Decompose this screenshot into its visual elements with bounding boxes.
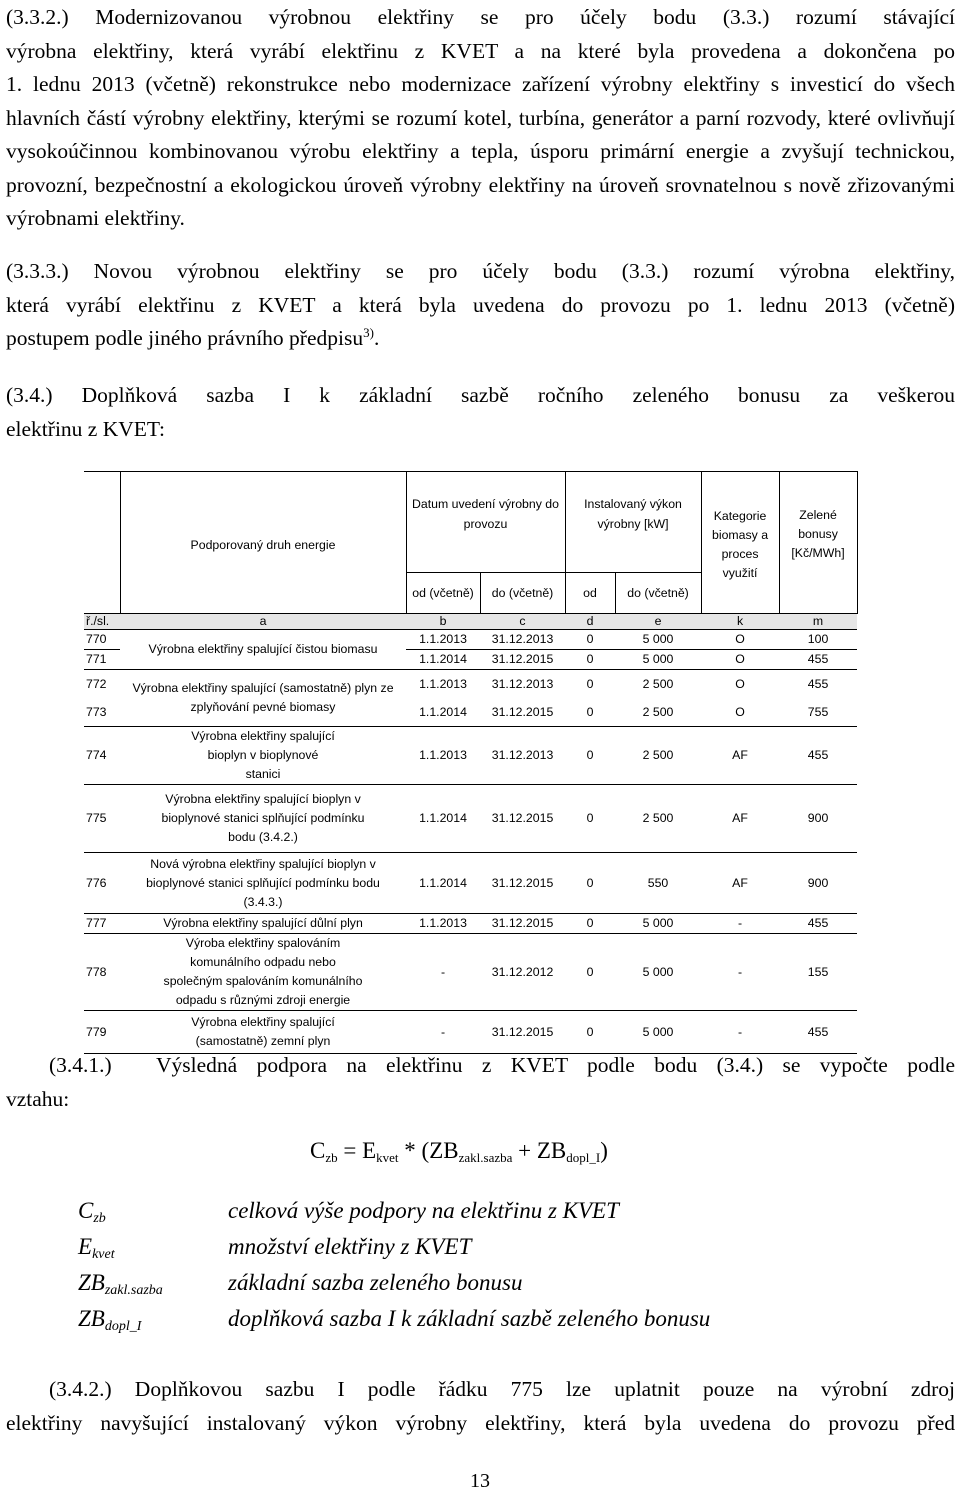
header-druh: Podporovaný druh energie	[120, 472, 406, 614]
cell-b: 1.1.2013	[406, 727, 480, 785]
legend-symbol: $ZB_{zakl.sazba}$	[78, 1270, 163, 1298]
formula-part: )	[600, 1138, 608, 1163]
index-cell: d	[565, 614, 615, 630]
legend-row	[78, 1198, 710, 1234]
paragraph-text: .	[373, 326, 380, 350]
legend-symbol: $E_{kvet}$	[78, 1234, 115, 1262]
paragraph-line: (3.3.2.) Modernizovanou výrobnou elektřiny se pro účely bodu (3.3.) rozumí stávající	[6, 5, 955, 29]
legend-text: množství elektřiny z KVET	[228, 1234, 472, 1259]
row-number: 774	[84, 727, 120, 785]
cell-d: 0	[586, 632, 594, 646]
row-number: 771	[84, 650, 120, 670]
index-cell: e	[615, 614, 701, 630]
cell-e: 2 500	[615, 698, 701, 727]
cell-e: 2 500	[615, 727, 701, 785]
row-number: 778	[84, 934, 120, 1011]
cell-d: 0	[565, 727, 615, 785]
paragraph-3-4-2	[6, 1373, 955, 1440]
cell-e: 5 000	[615, 1011, 701, 1054]
header-do2: do (včetně)	[615, 573, 701, 614]
paragraph-number: (3.4.1.)	[49, 1053, 112, 1077]
cell-d: 0	[565, 914, 615, 934]
paragraph-line: elektřiny navyšující instalovaný výkon výrobny elektřiny, která byla uvedena do provozu před	[6, 1410, 955, 1435]
formula-part: C	[310, 1138, 326, 1163]
cell-c: 31.12.2015	[480, 785, 565, 853]
cell-e: 5 000	[615, 934, 701, 1011]
paragraph-line: která vyrábí elektřinu z KVET a která byla uvedena do provozu po 1. lednu 2013 (včetně)	[6, 292, 955, 317]
table-row	[84, 727, 857, 785]
bonus-table	[84, 471, 857, 1054]
table-row	[84, 630, 857, 650]
index-cell: a	[120, 614, 406, 630]
cell-b: 1.1.2014	[406, 650, 480, 670]
row-description: Výrobna elektřiny spalující bioplyn v bioplynové stanici	[120, 727, 406, 785]
cell-k: -	[701, 914, 779, 934]
cell-d: 0	[565, 698, 615, 727]
formula-part: + ZB	[512, 1138, 567, 1163]
paragraph-line	[6, 322, 955, 356]
cell-m: 900	[779, 853, 857, 914]
table-row	[84, 670, 857, 699]
cell-b: 1.1.2013	[406, 914, 480, 934]
legend-row	[78, 1270, 710, 1306]
paragraph-3-3-2	[6, 1, 955, 236]
cell-k: AF	[701, 853, 779, 914]
cell-b: 1.1.2014	[406, 853, 480, 914]
paragraph-line	[6, 1049, 955, 1083]
cell-m: 455	[779, 727, 857, 785]
index-cell: c	[480, 614, 565, 630]
cell-c: 31.12.2015	[480, 698, 565, 727]
cell-b: 1.1.2014	[406, 785, 480, 853]
cell-d: 0	[586, 676, 594, 691]
cell-c: 31.12.2013	[491, 632, 554, 646]
formula-legend	[78, 1198, 710, 1342]
cell-c: 31.12.2013	[480, 727, 565, 785]
cell-m: 100	[807, 632, 829, 646]
legend-row	[78, 1234, 710, 1270]
cell-k: AF	[701, 785, 779, 853]
legend-text: celková výše podpory na elektřinu z KVET	[228, 1198, 619, 1223]
paragraph-text: Výsledná podpora na elektřinu z KVET podle bodu (3.4.) se vypočte podle	[156, 1053, 955, 1077]
header-kategorie: Kategorie biomasy a proces využití	[701, 472, 779, 614]
row-description: Výrobna elektřiny spalující čistou biomasu	[120, 630, 406, 670]
legend-symbol: $ZB_{dopl\_I}$	[78, 1306, 142, 1334]
cell-m: 455	[779, 1011, 857, 1054]
cell-e: 550	[615, 853, 701, 914]
legend-text: doplňková sazba I k základní sazbě zeleného bonusu	[228, 1306, 711, 1331]
paragraph-line: elektřinu z KVET:	[6, 416, 165, 441]
paragraph-line: výrobna elektřiny, která vyrábí elektřinu z KVET a na které byla provedena a dokončena po	[6, 38, 955, 63]
cell-k: -	[701, 934, 779, 1011]
row-description: Výrobna elektřiny spalující (samostatně) plyn ze zplyňování pevné biomasy	[120, 670, 406, 727]
cell-b: 1.1.2014	[406, 698, 480, 727]
header-bonusy: Zelené bonusy [Kč/MWh]	[779, 472, 857, 614]
header-od: od (včetně)	[406, 573, 480, 614]
cell-b: -	[406, 934, 480, 1011]
cell-c: 31.12.2012	[480, 934, 565, 1011]
cell-k: O	[701, 698, 779, 727]
row-description: Výroba elektřiny spalováním komunálního odpadu nebo společným spalováním komunálního odpadu s různými zdroji energie	[120, 934, 406, 1011]
paragraph-text: postupem podle jiného právního předpisu	[6, 326, 364, 350]
index-cell: m	[779, 614, 857, 630]
cell-k: O	[735, 632, 745, 646]
cell-e: 2 500	[615, 785, 701, 853]
legend-text: základní sazba zeleného bonusu	[228, 1270, 523, 1295]
cell-e: 2 500	[642, 676, 674, 691]
cell-e: 5 000	[615, 914, 701, 934]
formula-sub: zakl.sazba	[458, 1150, 513, 1165]
cell-m: 755	[779, 698, 857, 727]
row-description: Výrobna elektřiny spalující (samostatně) zemní plyn	[120, 1011, 406, 1054]
cell-b: -	[406, 1011, 480, 1054]
paragraph-3-3-3	[6, 255, 955, 356]
index-cell: k	[701, 614, 779, 630]
table-row	[84, 853, 857, 914]
cell-m: 455	[779, 650, 857, 670]
table-row	[84, 1011, 857, 1054]
footnote-ref: 3)	[363, 325, 374, 340]
cell-k: O	[735, 676, 745, 691]
table-row	[84, 934, 857, 1011]
cell-m: 155	[779, 934, 857, 1011]
cell-e: 5 000	[642, 632, 674, 646]
cell-c: 31.12.2015	[480, 650, 565, 670]
cell-m: 455	[807, 676, 829, 691]
cell-e: 5 000	[615, 650, 701, 670]
header-do: do (včetně)	[480, 573, 565, 614]
cell-b: 1.1.2013	[419, 676, 467, 691]
row-description: Výrobna elektřiny spalující bioplyn v bioplynové stanici splňující podmínku bodu (3.4.2.)	[120, 785, 406, 853]
row-description: Nová výrobna elektřiny spalující bioplyn v bioplynové stanici splňující podmínku bodu (3.4.3.)	[120, 853, 406, 914]
index-cell: ř./sl.	[84, 614, 120, 630]
cell-b: 1.1.2013	[419, 632, 467, 646]
cell-c: 31.12.2013	[491, 676, 554, 691]
row-number: 777	[84, 914, 120, 934]
cell-c: 31.12.2015	[480, 914, 565, 934]
paragraph-line: (3.4.2.) Doplňkovou sazbu I podle řádku 775 lze uplatnit pouze na výrobní zdroj	[49, 1377, 955, 1401]
table-row	[84, 914, 857, 934]
formula	[310, 1138, 608, 1164]
cell-d: 0	[565, 1011, 615, 1054]
cell-d: 0	[565, 785, 615, 853]
row-number: 772	[86, 676, 107, 691]
cell-m: 455	[779, 914, 857, 934]
row-number: 776	[84, 853, 120, 914]
row-description: Výrobna elektřiny spalující důlní plyn	[120, 914, 406, 934]
row-number: 775	[84, 785, 120, 853]
formula-part: = E	[337, 1138, 377, 1163]
cell-k: O	[701, 650, 779, 670]
cell-c: 31.12.2015	[480, 1011, 565, 1054]
row-number: 779	[84, 1011, 120, 1054]
table-row	[84, 785, 857, 853]
header-vykon: Instalovaný výkon výrobny [kW]	[565, 472, 701, 573]
page-number: 13	[470, 1470, 490, 1492]
cell-d: 0	[565, 934, 615, 1011]
index-cell: b	[406, 614, 480, 630]
cell-d: 0	[565, 853, 615, 914]
row-number: 773	[84, 698, 120, 727]
formula-sub: zb	[325, 1150, 338, 1165]
paragraph-line: (3.3.3.) Novou výrobnou elektřiny se pro účely bodu (3.3.) rozumí výrobna elektřiny,	[6, 259, 955, 283]
formula-sub: kvet	[376, 1150, 399, 1165]
paragraph-3-4	[6, 379, 955, 446]
paragraph-line: (3.4.) Doplňková sazba I k základní sazbě ročního zeleného bonusu za veškerou	[6, 383, 955, 407]
cell-d: 0	[565, 650, 615, 670]
cell-k: AF	[701, 727, 779, 785]
paragraph-3-4-1	[6, 1049, 955, 1116]
legend-row	[78, 1306, 710, 1342]
cell-k: -	[701, 1011, 779, 1054]
header-od2: od	[565, 573, 615, 614]
paragraph-line: vztahu:	[6, 1086, 70, 1111]
header-datum: Datum uvedení výrobny do provozu	[406, 472, 565, 573]
formula-sub: dopl_I	[566, 1150, 601, 1165]
cell-m: 900	[779, 785, 857, 853]
formula-part: * (ZB	[398, 1138, 459, 1163]
paragraph-body: 1. lednu 2013 (včetně) rekonstrukce nebo modernizace zařízení výrobny elektřiny s investicí do všech hlavních částí výrobny elektřiny, kterými se rozumí kotel, turbína, generátor a parní rozvody, které ovlivňují vysokoúčinnou kombinovanou výrobu elektřiny a tepla, úsporu primární energie a zvyšují technickou, provozní, bezpečnostní a ekologickou úroveň výrobny elektřiny na úroveň srovnatelnou s nově zřizovanými výrobnami elektřiny.	[6, 72, 955, 230]
row-number: 770	[86, 632, 107, 646]
cell-c: 31.12.2015	[480, 853, 565, 914]
legend-symbol: $C_{zb}$	[78, 1198, 106, 1226]
